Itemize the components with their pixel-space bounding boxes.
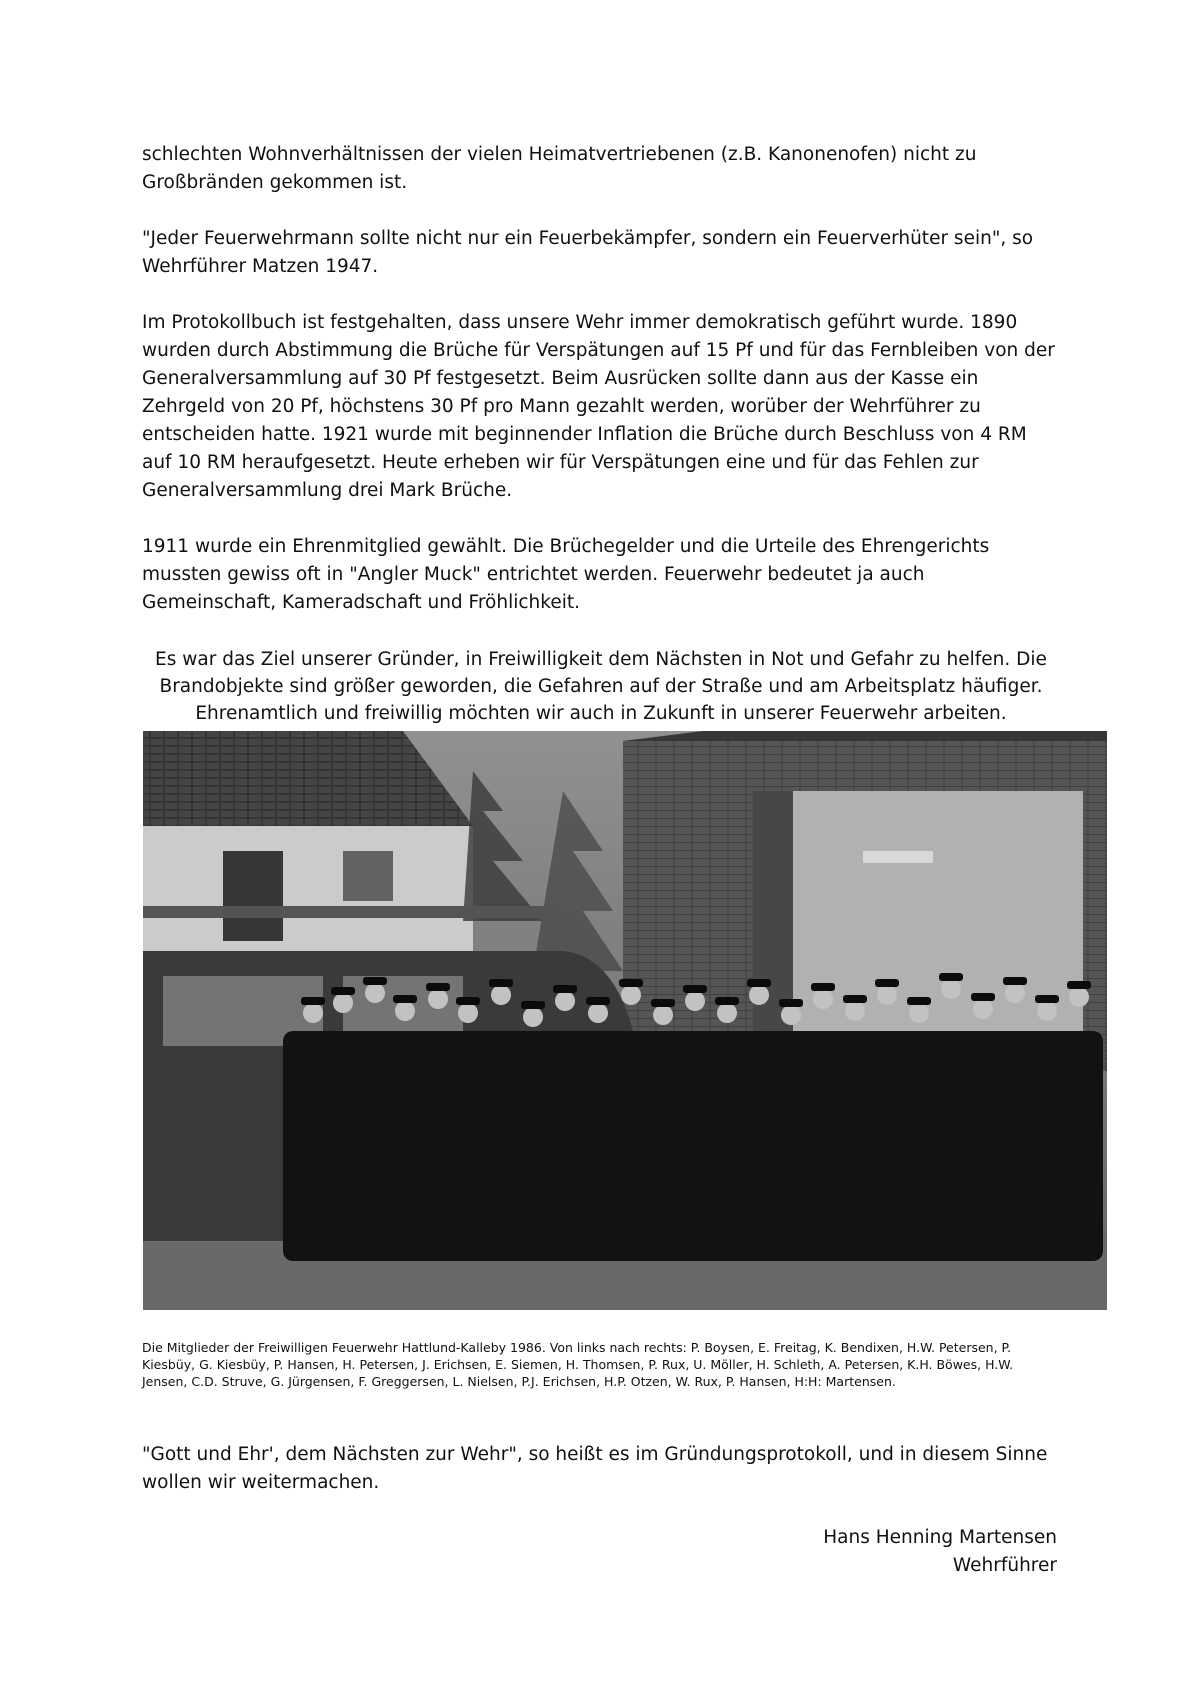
signature-name: Hans Henning Martensen — [823, 1527, 1057, 1548]
paragraph-protocol-book: Im Protokollbuch ist festgehalten, dass unsere Wehr immer demokratisch geführt wurde. 1890 wurden durch Abstimmung die Brüche für Verspätungen auf 15 Pf und für das Fernbleiben von der Generalversammlung auf 30 Pf festgesetzt. Beim Ausrücken sollte dann aus der Kasse ein Zehrgeld von 20 Pf, höchstens 30 Pf pro Mann gezahlt werden, worüber der Wehrführer zu entscheiden hatte. 1921 wurde mit beginnender Inflation die Brüche durch Beschluss von 4 RM auf 10 RM heraufgesetzt. Heute erheben wir für Verspätungen eine und für das Fehlen zur Generalversammlung drei Mark Brüche. — [142, 312, 1055, 501]
group-photo — [143, 731, 1107, 1310]
paragraph-housing: schlechten Wohnverhältnissen der vielen Heimatvertriebenen (z.B. Kanonenofen) nicht zu Großbränden gekommen ist. — [142, 144, 977, 193]
paragraph-founders-goal: Es war das Ziel unserer Gründer, in Freiwilligkeit dem Nächsten in Not und Gefahr zu helfen. Die Brandobjekte sind größer geworden, die Gefahren auf der Straße und am Arbeitsplatz häufiger. Ehrenamtlich und freiwillig möchten wir auch in Zukunft in unserer Feuerwehr arbeiten. — [155, 649, 1047, 724]
paragraph-honorary-member: 1911 wurde ein Ehrenmitglied gewählt. Die Brüchegelder und die Urteile des Ehrengerichts mussten gewiss oft in "Angler Muck" entrichtet werden. Feuerwehr bedeutet ja auch Gemeinschaft, Kameradschaft und Fröhlichkeit. — [142, 536, 990, 613]
photo-caption: Die Mitglieder der Freiwilligen Feuerwehr Hattlund-Kalleby 1986. Von links nach rechts: P. Boysen, E. Freitag, K. Bendixen, H.W. Petersen, P. Kiesbüy, G. Kiesbüy, P. Hansen, H. Petersen, J. Erichsen, E. Siemen, H. Thomsen, P. Rux, U. Möller, H. Schleth, A. Petersen, K.H. Böwes, H.W. Jensen, C.D. Struve, G. Jürgensen, F. Greggersen, L. Nielsen, P.J. Erichsen, H.P. Otzen, W. Rux, P. Hansen, H:H: Martensen. — [142, 1340, 1014, 1389]
paragraph-closing: "Gott und Ehr', dem Nächsten zur Wehr", so heißt es im Gründungsprotokoll, und in diesem Sinne wollen wir weitermachen. — [142, 1444, 1048, 1493]
paragraph-quote-matzen: "Jeder Feuerwehrmann sollte nicht nur ein Feuerbekämpfer, sondern ein Feuerverhüter sein", so Wehrführer Matzen 1947. — [142, 228, 1034, 277]
signature-title: Wehrführer — [952, 1555, 1057, 1576]
group-photo-illustration — [143, 731, 1107, 1310]
signature-block — [823, 1524, 1057, 1580]
